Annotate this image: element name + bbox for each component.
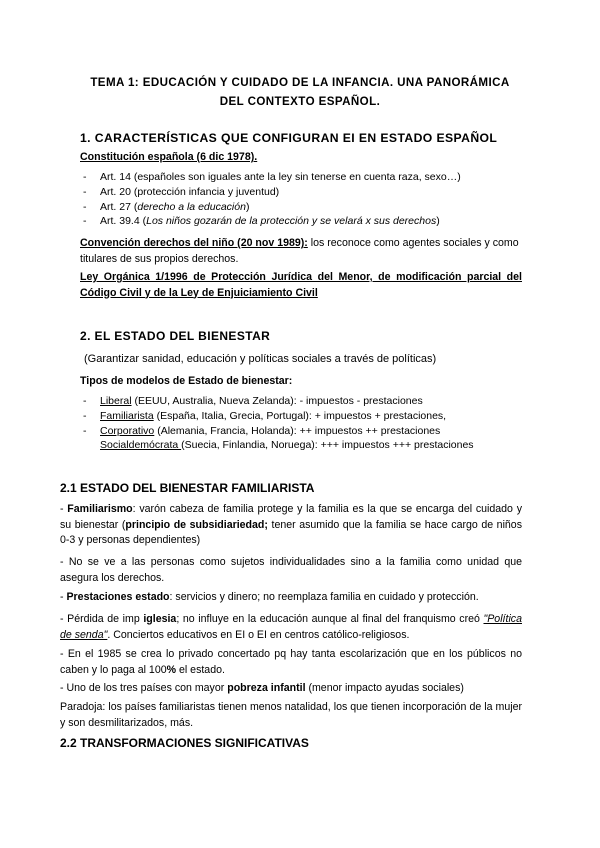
paradoja-paragraph: Paradoja: los países familiaristas tienen menos natalidad, los que tienen incorporación de la mujer y son desmilitarizados, más. bbox=[60, 701, 522, 729]
title-line-2: DEL CONTEXTO ESPAÑOL. bbox=[219, 95, 381, 108]
list-item: - Art. 14 (españoles son iguales ante la ley sin tenerse en cuenta raza, sexo…) bbox=[80, 170, 522, 185]
models-list bbox=[80, 394, 522, 453]
list-item: - Liberal (EEUU, Australia, Nueva Zelanda): - impuestos - prestaciones bbox=[80, 394, 522, 409]
section-2-1-heading: 2.1 ESTADO DEL BIENESTAR FAMILIARISTA bbox=[60, 481, 315, 495]
models-list-container bbox=[80, 394, 522, 453]
prestaciones-paragraph: - Prestaciones estado: servicios y dinero; no reemplaza familia en cuidado y protección. bbox=[60, 591, 479, 603]
iglesia-paragraph: - Pérdida de imp iglesia; no influye en la educación aunque al final del franquismo creó "Política de senda". Conciertos educativos en EI o EI en centros católico-religiosos. bbox=[60, 613, 522, 641]
constitution-heading: Constitución española (6 dic 1978). bbox=[80, 151, 258, 163]
section-1-heading: 1. CARACTERÍSTICAS QUE CONFIGURAN EI EN ESTADO ESPAÑOL bbox=[80, 131, 498, 145]
convention-text: los reconoce como agentes sociales y como titulares de sus propios derechos. bbox=[80, 237, 519, 265]
articles-list bbox=[80, 170, 522, 229]
articles-list-container bbox=[80, 170, 522, 229]
law-paragraph: Ley Orgánica 1/1996 de Protección Jurídica del Menor, de modificación parcial del Código Civil y de la Ley de Enjuiciamiento Civil bbox=[80, 271, 522, 299]
models-label: Tipos de modelos de Estado de bienestar: bbox=[80, 375, 293, 387]
document-title bbox=[60, 73, 540, 111]
convention-label: Convención derechos del niño (20 nov 1989): bbox=[80, 237, 308, 249]
convention-paragraph bbox=[80, 236, 522, 267]
list-item: - Art. 39.4 (Los niños gozarán de la protección y se velará x sus derechos) bbox=[80, 214, 522, 229]
pobreza-paragraph: - Uno de los tres países con mayor pobreza infantil (menor impacto ayudas sociales) bbox=[60, 682, 464, 694]
list-item: - Familiarista (España, Italia, Grecia, Portugal): + impuestos + prestaciones, bbox=[80, 409, 522, 424]
list-item: - Corporativo (Alemania, Francia, Holanda): ++ impuestos ++ prestaciones Socialdemócrata (Suecia, Finlandia, Noruega): +++ impuestos +++ prestaciones bbox=[80, 424, 522, 454]
list-item: - Art. 27 (derecho a la educación) bbox=[80, 200, 522, 215]
family-unit-paragraph: - No se ve a las personas como sujetos individualidades sino a la familia como unidad que asegura los derechos. bbox=[60, 556, 522, 584]
list-item: - Art. 20 (protección infancia y juventud) bbox=[80, 185, 522, 200]
title-line-1: TEMA 1: EDUCACIÓN Y CUIDADO DE LA INFANCIA. UNA PANORÁMICA bbox=[90, 76, 510, 89]
section-2-2-heading: 2.2 TRANSFORMACIONES SIGNIFICATIVAS bbox=[60, 736, 309, 750]
concertado-paragraph: - En el 1985 se crea lo privado concertado pq hay tanta escolarización que en los públicos no caben y lo paga al 100% el estado. bbox=[60, 648, 522, 676]
section-2-heading: 2. EL ESTADO DEL BIENESTAR bbox=[80, 329, 271, 343]
welfare-intro: (Garantizar sanidad, educación y políticas sociales a través de políticas) bbox=[84, 353, 437, 365]
familiarismo-paragraph: - Familiarismo: varón cabeza de familia protege y la familia es la que se encarga del cuidado y su bienestar (principio de subsidiariedad; tener asumido que la familia se hace cargo de niños 0-3 y personas dependientes) bbox=[60, 503, 522, 546]
